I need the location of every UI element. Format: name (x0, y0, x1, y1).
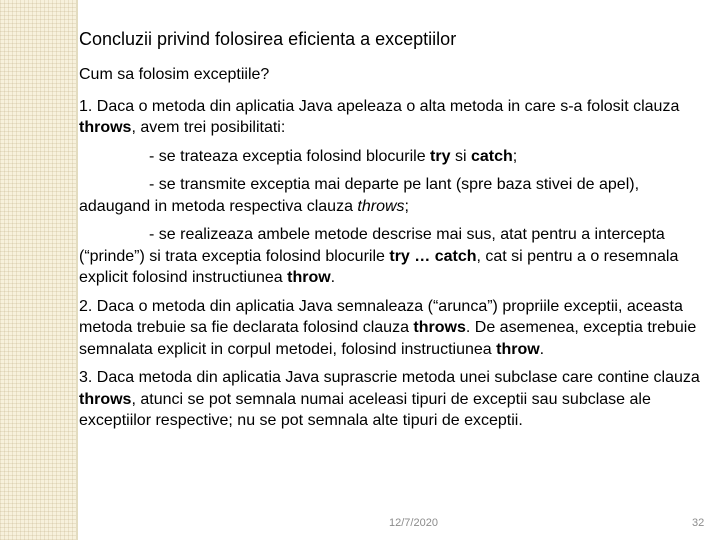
b1-bold-b: catch (470, 147, 513, 165)
decorative-sidebar (0, 0, 78, 540)
b3-bold-b: throw (287, 269, 331, 286)
p2-text-b: . De asemenea, exceptia trebuie semnalata explicit in corpul metodei, folosind instructiunea (79, 319, 697, 358)
p1-text-b: , avem trei posibilitati: (131, 119, 286, 136)
b3-text-a: - se realizeaza ambele metode descrise mai sus, atat pentru a intercepta (“prinde”) si trata exceptia folosind blocurile (79, 226, 665, 265)
b1-text-c: ; (512, 147, 518, 165)
p2-text-a: 2. Daca o metoda din aplicatia Java semnaleaza (“arunca”) propriile exceptii, aceasta metoda trebuie sa fie declarata folosind clauza (79, 297, 683, 336)
p1-text-a: 1. Daca o metoda din aplicatia Java apeleaza o alta metoda in care s-a folosit clauza (79, 97, 680, 115)
slide-title: Concluzii privind folosirea eficienta a exceptiilor (79, 29, 457, 49)
b3-text-c: . (330, 269, 336, 286)
slide-content (79, 28, 707, 439)
b1-bold-a: try (430, 147, 451, 165)
b2-italic-a: throws (357, 197, 405, 215)
p1-bold-a: throws (79, 119, 132, 136)
p2-bold-b: throw (496, 340, 540, 358)
paragraph-2 (79, 296, 707, 361)
b3-text-b: , cat si pentru a o resemnala explicit folosind instructiunea (79, 247, 679, 286)
b1-text-a: - se trateaza exceptia folosind blocurile (149, 147, 431, 165)
page-number: 32 (692, 517, 705, 529)
p3-bold-a: throws (79, 390, 132, 408)
p3-text-a: 3. Daca metoda din aplicatia Java suprascrie metoda unei subclase care contine clauza (79, 369, 700, 386)
b2-text-b: ; (404, 197, 409, 215)
bullet-2 (79, 174, 707, 217)
paragraph-3 (79, 367, 707, 432)
b2-text-a: - se transmite exceptia mai departe pe lant (spre baza stivei de apel), adaugand in metoda respectiva clauza (79, 176, 640, 215)
p2-bold-a: throws (413, 319, 466, 336)
b1-text-b: si (450, 147, 471, 165)
bullet-1 (79, 146, 707, 168)
slide-subtitle: Cum sa folosim exceptiile? (79, 66, 270, 83)
paragraph-1 (79, 96, 707, 139)
b3-bold-a: try … catch (389, 247, 477, 265)
footer-date: 12/7/2020 (389, 517, 438, 529)
bullet-3 (79, 224, 707, 289)
p3-text-b: , atunci se pot semnala numai aceleasi tipuri de exceptii sau subclase ale exceptiilor respective; nu se pot semnala alte tipuri de exceptii. (79, 390, 651, 429)
p2-text-c: . (539, 340, 545, 358)
